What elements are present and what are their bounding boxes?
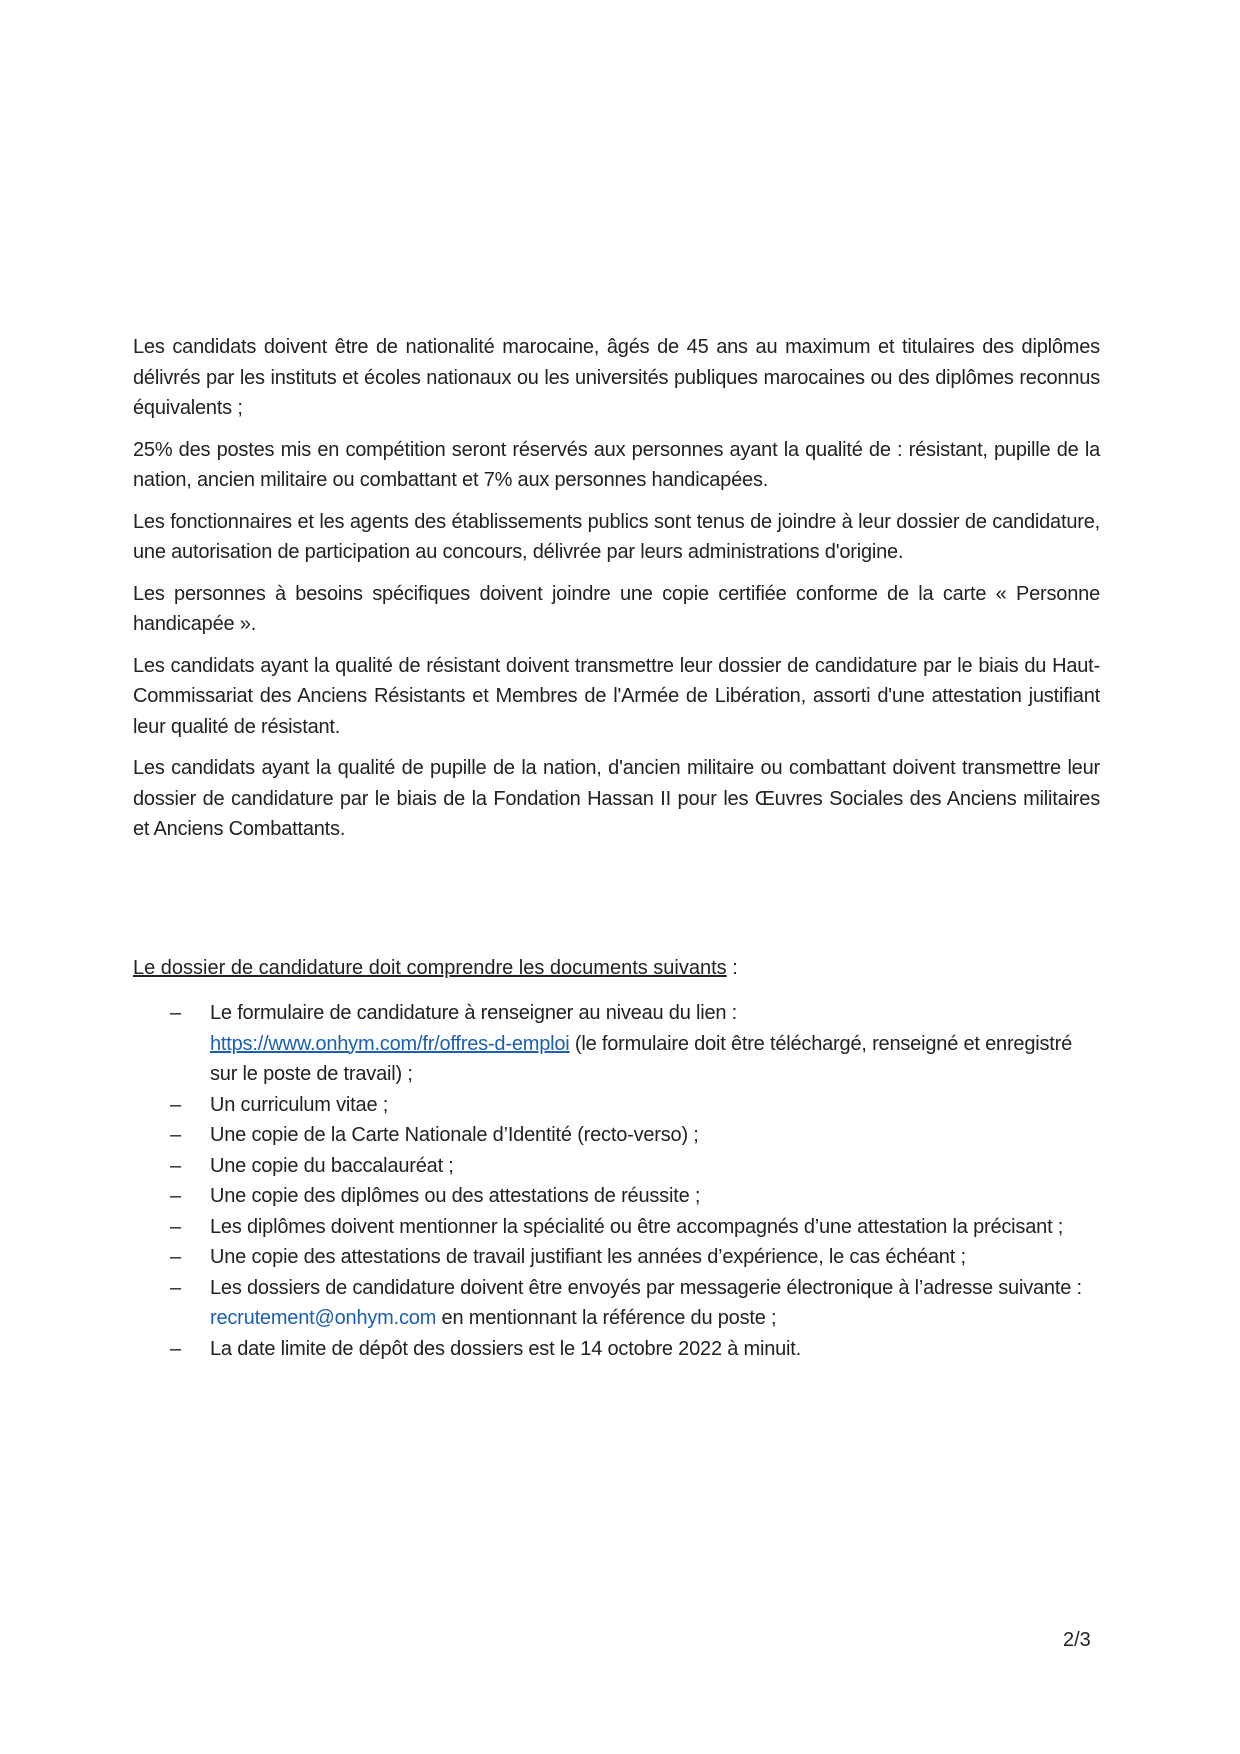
list-item-form (170, 998, 1100, 1090)
list-item-baccalaureate (170, 1151, 1100, 1182)
list-item-email-submission (170, 1273, 1100, 1334)
recruitment-email-link[interactable]: recrutement@onhym.com (210, 1307, 437, 1329)
paragraph-civil-servants: Les fonctionnaires et les agents des établissements publics sont tenus de joindre à leur dossier de candidature, une autorisation de participation au concours, délivrée par leurs administrations d'origine. (133, 510, 1100, 563)
paragraph-eligibility: Les candidats doivent être de nationalité marocaine, âgés de 45 ans au maximum et titulaires des diplômes délivrés par les instituts et écoles nationaux ou les universités publiques marocaines ou des diplômes reconnus équivalents ; (133, 336, 1100, 419)
paragraph-quota: 25% des postes mis en compétition seront réservés aux personnes ayant la qualité de : résistant, pupille de la nation, ancien militaire ou combattant et 7% aux personnes handicapées. (133, 438, 1100, 491)
dash-bullet: – (170, 1154, 181, 1177)
list-item-text: Une copie des diplômes ou des attestations de réussite ; (210, 1185, 701, 1207)
paragraph-resistants: Les candidats ayant la qualité de résistant doivent transmettre leur dossier de candidature par le biais du Haut-Commissariat des Anciens Résistants et Membres de l'Armée de Libération, assorti d'une attestation justifiant leur qualité de résistant. (133, 654, 1100, 738)
dash-bullet: – (170, 1276, 181, 1299)
section-title (133, 953, 738, 983)
list-item-text: Les dossiers de candidature doivent être envoyés par messagerie électronique à l’adresse suivante : (210, 1276, 1082, 1299)
list-item-text: Une copie des attestations de travail justifiant les années d’expérience, le cas échéant ; (210, 1246, 966, 1268)
paragraph-disabled-persons: Les personnes à besoins spécifiques doivent joindre une copie certifiée conforme de la carte « Personne handicapée ». (133, 582, 1100, 635)
list-item-text: Un curriculum vitae ; (210, 1093, 389, 1116)
list-item-text: Les diplômes doivent mentionner la spécialité ou être accompagnés d’une attestation la précisant ; (210, 1215, 1064, 1238)
dash-bullet: – (170, 1246, 181, 1268)
list-item-diplomas (170, 1181, 1100, 1212)
section-title-colon: : (726, 957, 738, 979)
dash-bullet: – (170, 1185, 181, 1207)
dash-bullet: – (170, 1337, 181, 1360)
section-title-text: Le dossier de candidature doit comprendre les documents suivants (133, 957, 727, 979)
list-item-cv (170, 1090, 1100, 1121)
page-number: 2/3 (1063, 1629, 1091, 1651)
paragraph-veterans: Les candidats ayant la qualité de pupille de la nation, d'ancien militaire ou combattant doivent transmettre leur dossier de candidature par le biais de la Fondation Hassan II pour les Œuvres Sociales des Anciens militaires et Anciens Combattants. (133, 757, 1100, 840)
list-item-id-card (170, 1120, 1100, 1151)
dash-bullet: – (170, 1124, 181, 1146)
document-body (133, 332, 1100, 856)
list-item-text: (le formulaire doit être téléchargé, renseigné et enregistré sur le poste de travail) ; (210, 1032, 1073, 1085)
list-item-text: Une copie de la Carte Nationale d’Identité (recto-verso) ; (210, 1124, 699, 1146)
job-offers-link[interactable]: https://www.onhym.com/fr/offres-d-emploi (210, 1032, 570, 1055)
list-item-deadline (170, 1334, 1100, 1365)
dash-bullet: – (170, 1215, 181, 1238)
list-item-text: La date limite de dépôt des dossiers est le 14 octobre 2022 à minuit. (210, 1337, 802, 1360)
dash-bullet: – (170, 1002, 181, 1024)
list-item-text: en mentionnant la référence du poste ; (436, 1307, 777, 1329)
list-item-specialty (170, 1212, 1100, 1243)
documents-list (170, 998, 1100, 1364)
list-item-work-certificates (170, 1242, 1100, 1273)
dash-bullet: – (170, 1093, 181, 1116)
list-item-text: Le formulaire de candidature à renseigner au niveau du lien : (210, 1002, 738, 1024)
list-item-text: Une copie du baccalauréat ; (210, 1154, 454, 1177)
